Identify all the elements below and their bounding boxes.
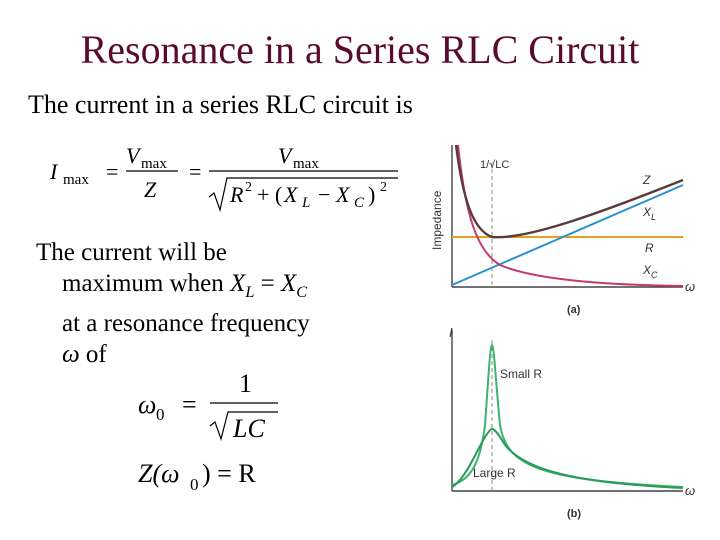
fig-a-label-r: R: [645, 241, 654, 255]
fig-a-xlabel: ω: [685, 279, 696, 294]
fig-b-xlabel: ω: [685, 483, 696, 498]
fig-a-label-xc-sub: C: [651, 270, 658, 280]
eq-xc: X: [336, 182, 350, 207]
impedance-figure: [425, 140, 695, 320]
eq-v1: V: [126, 143, 140, 168]
svg-text:2: 2: [380, 180, 387, 195]
eq-z-omega: Z(ω: [138, 459, 180, 488]
resonance-paragraph: [36, 237, 310, 370]
intro-text: The current in a series RLC circuit is: [28, 90, 413, 119]
eq-xl-sub: L: [302, 195, 311, 211]
eq-z: Z: [144, 177, 157, 202]
svg-text:=: =: [182, 390, 197, 419]
eq-xl: X: [284, 182, 298, 207]
fig-a-label-xl: X: [643, 205, 652, 219]
current-figure: [425, 325, 695, 525]
eq-equals-2: =: [189, 159, 202, 184]
eq-v2-sub: max: [293, 156, 319, 172]
imax-equation: [46, 140, 416, 220]
para-line-1: The current will be: [36, 239, 227, 266]
eq-v1-sub: max: [141, 156, 167, 172]
svg-text:2: 2: [245, 180, 252, 195]
eq-lc: LC: [233, 414, 265, 443]
eq-r: R: [230, 182, 244, 207]
fig-b-small-r-label: Small R: [500, 367, 543, 381]
svg-text:−: −: [318, 182, 331, 207]
para-line-3: at a resonance frequency: [62, 310, 310, 337]
eq-z-omega-sub: 0: [190, 475, 199, 494]
fig-b-ylabel: I: [449, 325, 453, 340]
eq-equals-1: =: [106, 159, 119, 184]
fig-b-large-r-label: Large R: [473, 466, 516, 480]
fig-a-top-label: 1/√LC: [480, 159, 510, 171]
eq-z-omega-close: ) = R: [202, 459, 256, 488]
fig-a-label-xc: X: [643, 263, 652, 277]
eq-imax-sub: max: [63, 172, 89, 188]
eq-omega0: ω: [138, 390, 157, 419]
slide-title: Resonance in a Series RLC Circuit: [80, 27, 640, 72]
svg-text:+ (: + (: [257, 182, 283, 207]
eq-one: 1: [239, 369, 252, 398]
para-line-4: ω of: [62, 341, 107, 368]
omega0-equation: [138, 360, 308, 500]
eq-v2: V: [278, 143, 292, 168]
fig-a-label-z: Z: [643, 173, 651, 187]
eq-xc-sub: C: [354, 195, 365, 211]
eq-imax-i: I: [50, 159, 58, 184]
fig-a-caption: (a): [567, 304, 581, 316]
fig-a-ylabel: Impedance: [430, 190, 444, 250]
fig-a-label-xl-sub: L: [651, 212, 657, 222]
eq-omega0-sub: 0: [156, 405, 165, 424]
fig-b-caption: (b): [567, 508, 582, 520]
svg-text:): ): [368, 182, 376, 207]
para-line-2: maximum when $X_L = X_C$: [62, 270, 308, 301]
